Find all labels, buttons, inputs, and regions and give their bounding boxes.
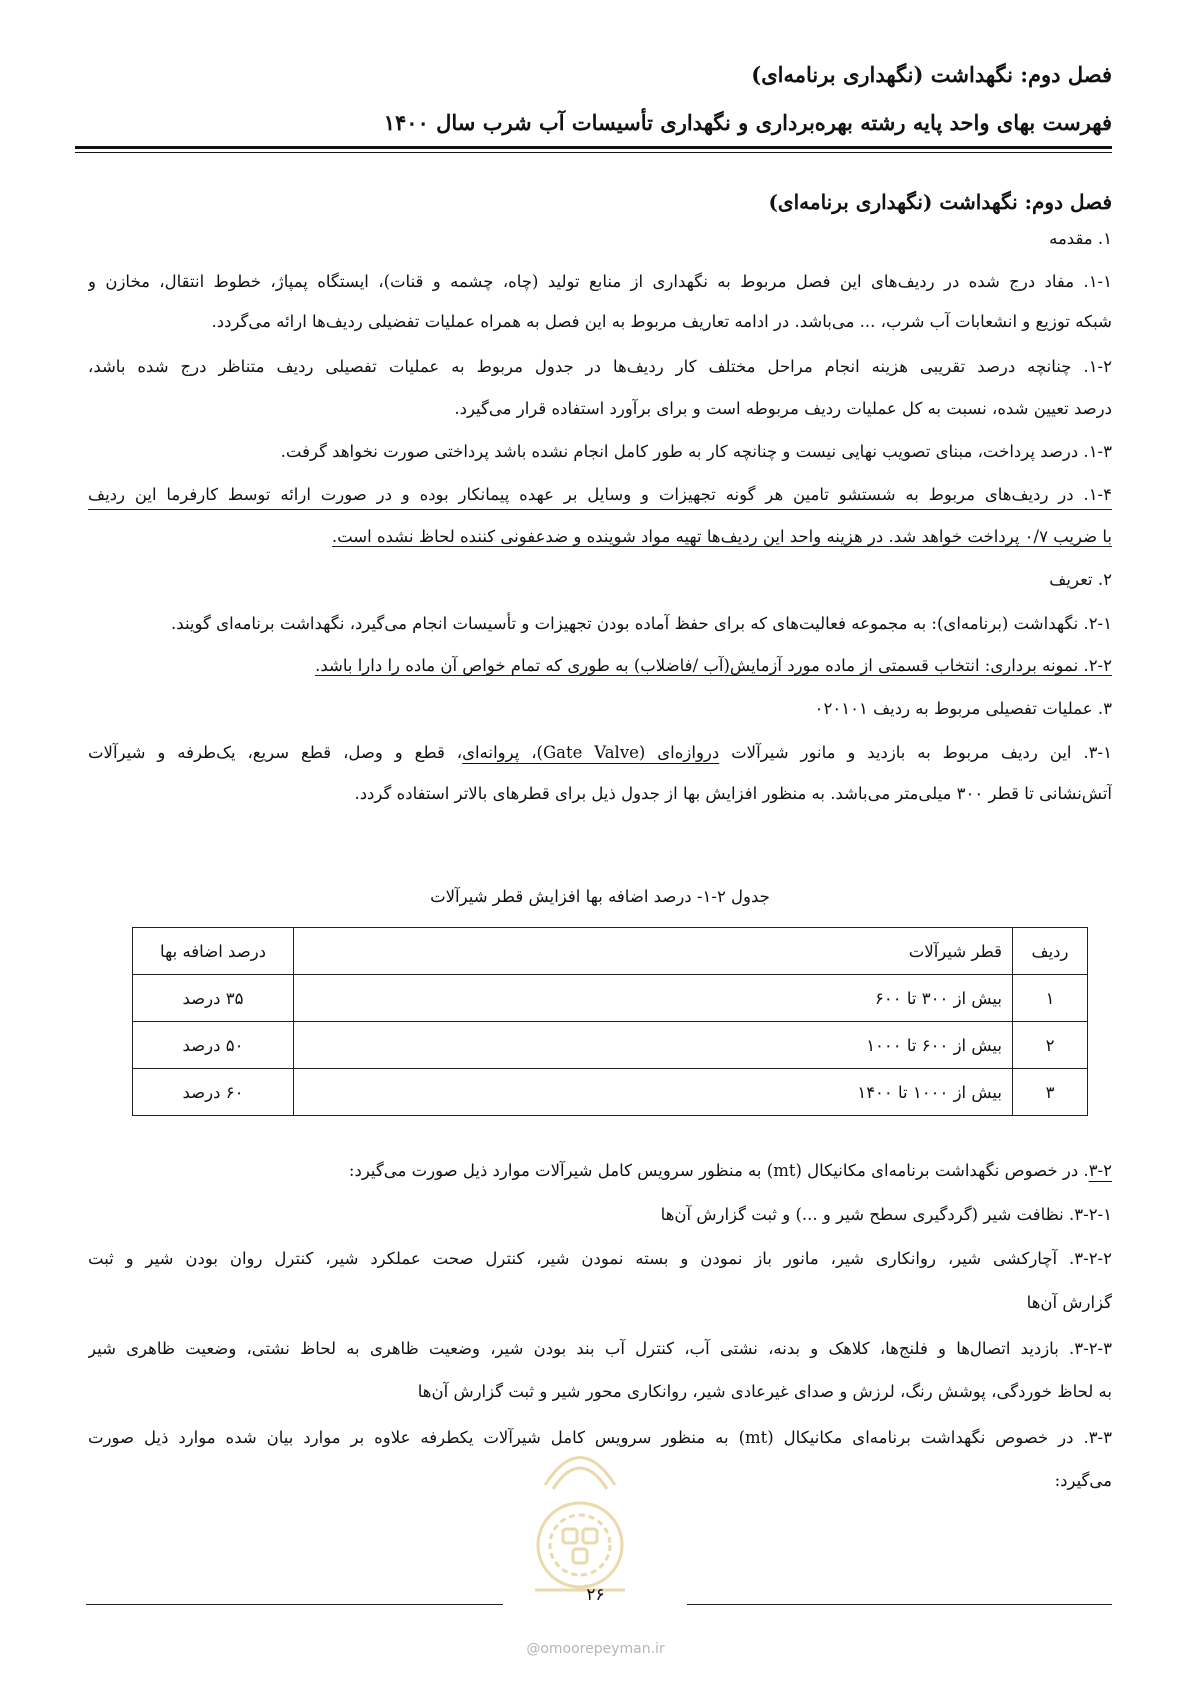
header-rule-thin	[75, 152, 1112, 153]
intro-p3: ۱-۳. درصد پرداخت، مبنای تصویب نهایی نیست و چنانچه کار به طور کامل انجام نشده باشد پرداختی صورت نخواهد گرفت.	[280, 442, 1112, 461]
intro-p2-line2: درصد تعیین شده، نسبت به کل عملیات ردیف مربوطه است و برای برآورد استفاده قرار می‌گیرد.	[454, 399, 1112, 418]
operations-p31-line1	[88, 739, 1112, 767]
table-header-cell: قطر شیرآلات	[294, 928, 1013, 975]
mt-p33-line2: می‌گیرد:	[1054, 1471, 1112, 1490]
mt-p323-line1: ۳-۲-۳. بازدید اتصال‌ها و فلنج‌ها، کلاهک و بدنه، نشتی آب، کنترل آب بند بودن شیر، وضعیت ظاهری به لحاظ نشتی، وضعیت ظاهری شیر	[88, 1339, 1112, 1358]
mt-p321: ۳-۲-۱. نظافت شیر (گردگیری سطح شیر و ...) و ثبت گزارش آن‌ها	[660, 1205, 1112, 1224]
definition-2: ۲-۲. نمونه برداری: انتخاب قسمتی از ماده مورد آزمایش(آب /فاضلاب) به طوری که تمام خواص آن ماده را دارا باشد.	[315, 656, 1112, 675]
definitions-heading: ۲. تعریف	[1049, 570, 1112, 589]
table-cell: بیش از ۱۰۰۰ تا ۱۴۰۰	[294, 1069, 1013, 1116]
valve-surcharge-table	[132, 927, 1088, 1116]
p31-gate-valve-underlined	[462, 743, 719, 762]
p31-part-a: ۳-۱. این ردیف مربوط به بازدید و مانور شیرآلات	[719, 743, 1112, 762]
p31-part-e: ، قطع و وصل، قطع سریع، یک‌طرفه و شیرآلات	[88, 743, 463, 762]
intro-p1-line1: ۱-۱. مفاد درج شده در ردیف‌های این فصل مربوط به نگهداری از منابع تولید (چاه، چشمه و قنات)، ایستگاه پمپاژ، خطوط انتقال، مخازن و	[88, 272, 1112, 291]
operations-heading: ۳. عملیات تفصیلی مربوط به ردیف ۰۲۰۱۰۱	[814, 699, 1112, 718]
p32-text: . در خصوص نگهداشت برنامه‌ای مکانیکال (mt) به منظور سرویس کامل شیرآلات موارد ذیل صورت می‌گیرد:	[348, 1161, 1089, 1180]
table-header-row	[133, 928, 1088, 975]
p31-part-b: دروازه‌ای (	[638, 743, 720, 762]
footer-rule	[687, 1604, 1112, 1605]
mt-p323-line2: به لحاظ خوردگی، پوشش رنگ، لرزش و صدای غیرعادی شیر، روانکاری محور شیر و ثبت گزارش آن‌ها	[417, 1382, 1112, 1401]
header-rule	[75, 146, 1112, 149]
table-cell: ۲	[1013, 1022, 1088, 1069]
table-cell: بیش از ۶۰۰ تا ۱۰۰۰	[294, 1022, 1013, 1069]
table-cell: بیش از ۳۰۰ تا ۶۰۰	[294, 975, 1013, 1022]
p31-part-d: )، پروانه‌ای	[462, 743, 543, 762]
table-cell: ۳۵ درصد	[133, 975, 294, 1022]
table-cell: ۵۰ درصد	[133, 1022, 294, 1069]
intro-p1-line2: شبکه توزیع و انشعابات آب شرب، ... می‌باشد. در ادامه تعاریف مربوط به این فصل به همراه عملیات تفضیلی ردیف‌ها ارائه می‌گردد.	[211, 312, 1112, 331]
seal-icon	[505, 1425, 655, 1595]
watermark-site-text: @omoorepeyman.ir	[526, 1641, 665, 1657]
table-header-cell: درصد اضافه بها	[133, 928, 294, 975]
intro-p4-line2-wrap	[332, 523, 1112, 551]
header-chapter: فصل دوم: نگهداشت (نگهداری برنامه‌ای)	[751, 62, 1112, 87]
intro-p4-line2: با ضریب ۰/۷ پرداخت خواهد شد. در هزینه واحد این ردیف‌ها تهیه مواد شوینده و ضدعفونی کننده لحاظ نشده است.	[331, 527, 1112, 546]
table-row	[133, 1022, 1088, 1069]
p31-gate-valve-en: Gate Valve	[542, 743, 639, 762]
mt-p32	[88, 1157, 1112, 1185]
table-row	[133, 1069, 1088, 1116]
intro-p2-line1: ۱-۲. چنانچه درصد تقریبی هزینه انجام مراحل مختلف کار ردیف‌ها در جدول مربوط به عملیات تفصیلی ردیف متناظر درج شده باشد،	[88, 357, 1112, 376]
header-title: فهرست بهای واحد پایه رشته بهره‌برداری و نگهداری تأسیسات آب شرب سال ۱۴۰۰	[383, 110, 1112, 135]
page-number: ۲۶	[586, 1585, 605, 1605]
table-cell: ۱	[1013, 975, 1088, 1022]
operations-p31-line2: آتش‌نشانی تا قطر ۳۰۰ میلی‌متر می‌باشد. به منظور افزایش بها از جدول ذیل برای قطرهای بالاتر استفاده گردد.	[354, 784, 1112, 803]
mt-p322-line2: گزارش آن‌ها	[1026, 1293, 1112, 1312]
intro-p4-line1: ۱-۴. در ردیف‌های مربوط به شستشو تامین هر گونه تجهیزات و وسایل بر عهده پیمانکار بوده و در صورت ارائه توسط کارفرما این ردیف	[88, 481, 1112, 510]
p32-number: ۳-۲	[1088, 1161, 1112, 1180]
table-row	[133, 975, 1088, 1022]
mt-p322-line1: ۳-۲-۲. آچارکشی شیر، روانکاری شیر، مانور باز نمودن و بسته نمودن شیر، کنترل صحت عملکرد شیر، کنترل روان بودن شیر و ثبت	[88, 1249, 1112, 1268]
intro-heading: ۱. مقدمه	[1049, 229, 1112, 248]
table-caption: جدول ۲-۱- درصد اضافه بها افزایش قطر شیرآلات	[430, 887, 770, 906]
section-heading: فصل دوم: نگهداشت (نگهداری برنامه‌ای)	[768, 190, 1112, 214]
table-header-cell: ردیف	[1013, 928, 1088, 975]
definition-1: ۲-۱. نگهداشت (برنامه‌ای): به مجموعه فعالیت‌های که برای حفظ آماده بودن تجهیزات و تأسیسات انجام می‌گیرد، نگهداشت برنامه‌ای گویند.	[171, 614, 1112, 633]
table-cell: ۶۰ درصد	[133, 1069, 294, 1116]
mt-p33-line1: ۳-۳. در خصوص نگهداشت برنامه‌ای مکانیکال (mt) به منظور سرویس کامل شیرآلات یکطرفه علاوه بر موارد بیان شده موارد ذیل صورت	[88, 1428, 1112, 1447]
table-cell: ۳	[1013, 1069, 1088, 1116]
definition-2-wrap	[315, 652, 1112, 680]
footer-rule	[86, 1604, 503, 1605]
